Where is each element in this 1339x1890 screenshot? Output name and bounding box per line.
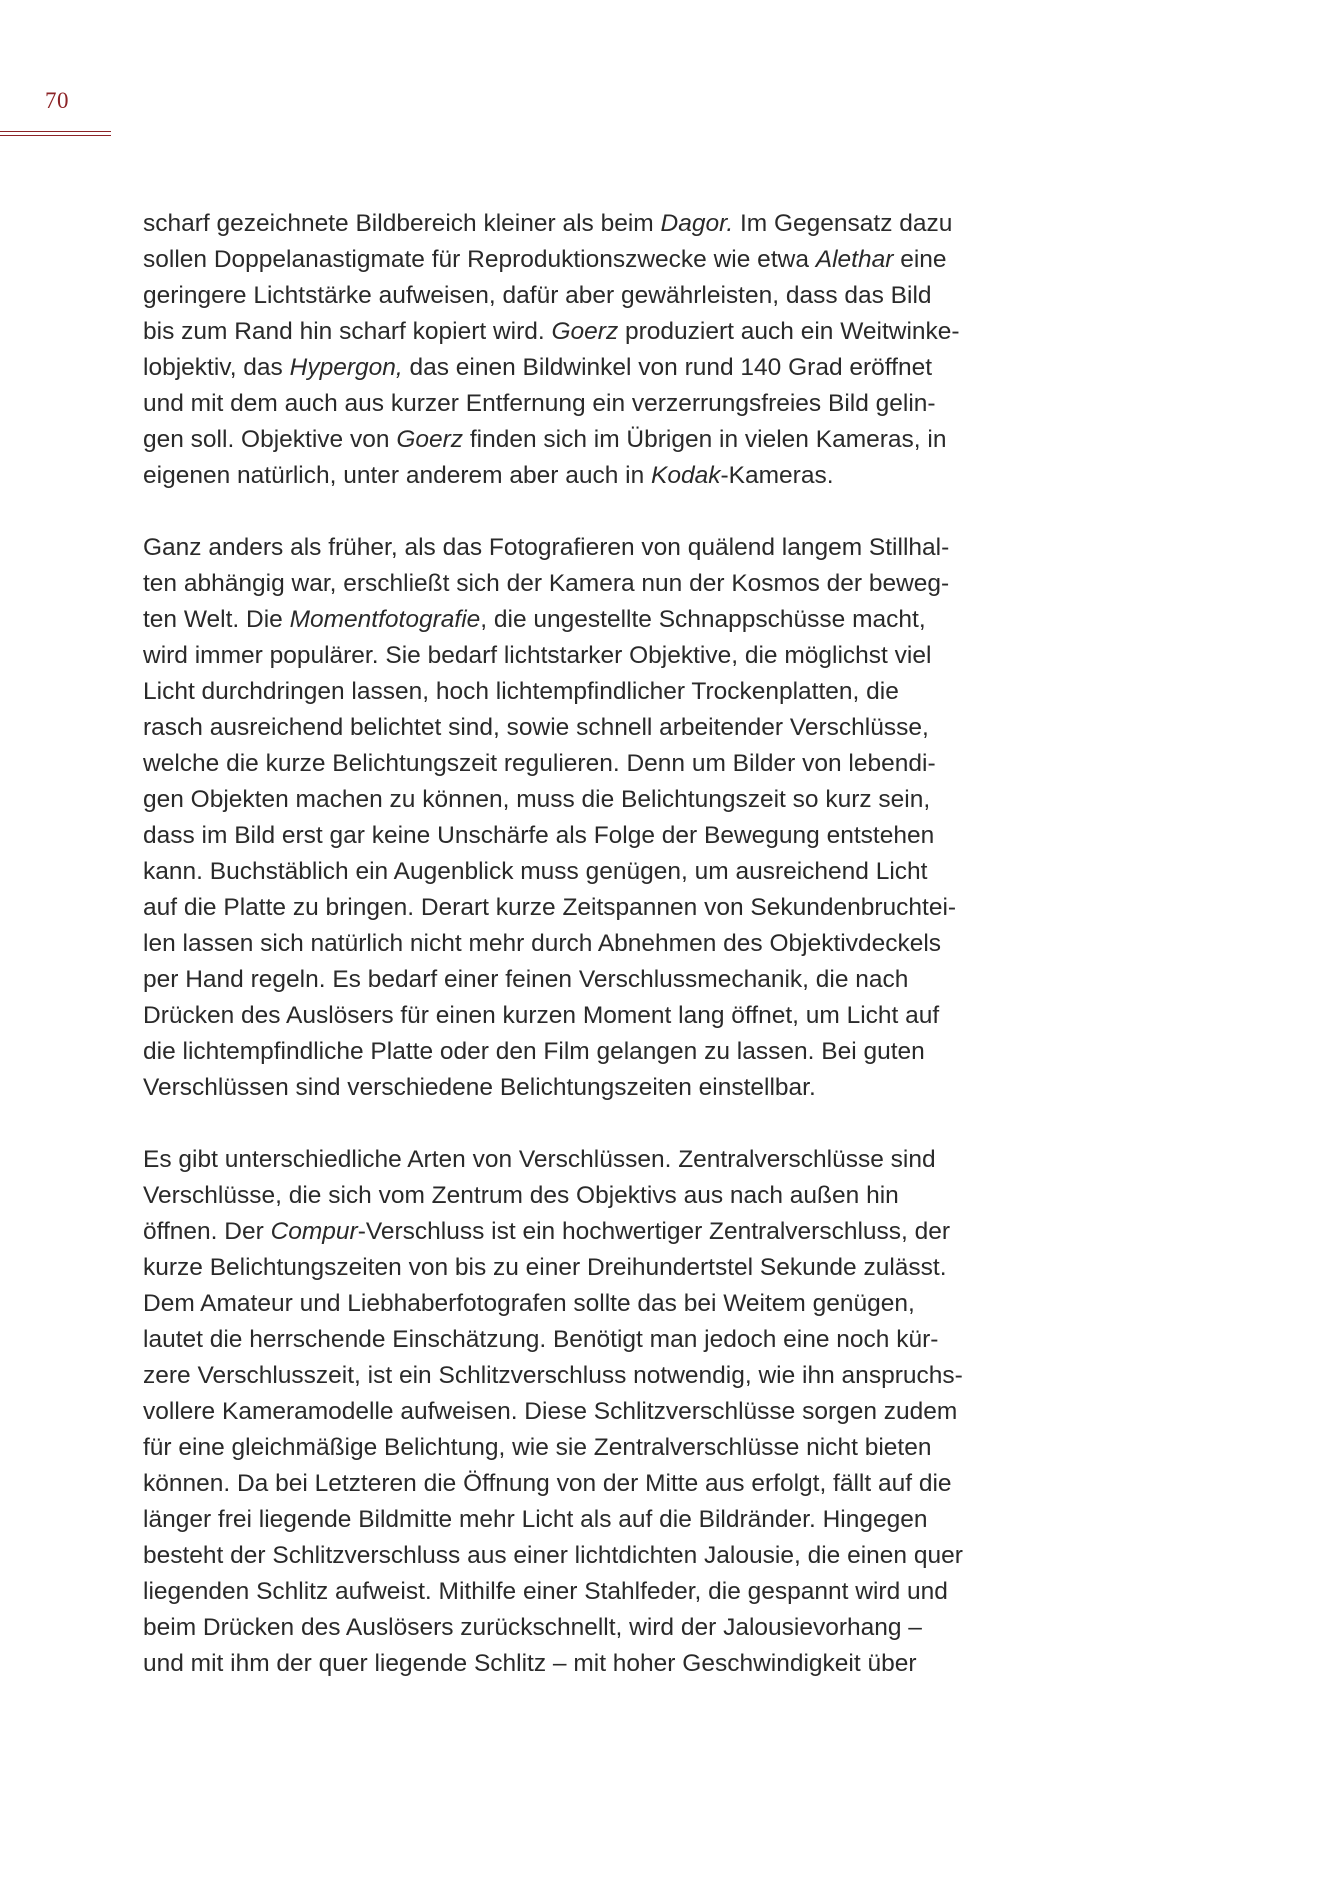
text-segment: die lichtempfindliche Platte oder den Film gelangen zu lassen. Bei guten	[143, 1038, 925, 1065]
text-segment: Verschlüsse, die sich vom Zentrum des Objektivs aus nach außen hin	[143, 1182, 899, 1209]
text-segment: -Verschluss ist ein hochwertiger Zentralverschluss, der	[357, 1218, 951, 1245]
text-segment: len lassen sich natürlich nicht mehr durch Abnehmen des Objektivdeckels	[143, 930, 942, 957]
text-line	[143, 1610, 1043, 1646]
text-segment: Im Gegensatz dazu	[733, 210, 953, 237]
text-line	[143, 350, 1043, 386]
text-segment: Ganz anders als früher, als das Fotografieren von quälend langem Stillhal-	[143, 534, 950, 561]
text-segment: beim Drücken des Auslösers zurückschnellt, wird der Jalousievorhang –	[143, 1614, 922, 1641]
text-segment: sollen Doppelanastigmate für Reproduktionszwecke wie etwa	[143, 246, 816, 273]
text-segment: lautet die herrschende Einschätzung. Benötigt man jedoch eine noch kür-	[143, 1326, 939, 1353]
text-line	[143, 602, 1043, 638]
text-segment: kurze Belichtungszeiten von bis zu einer Dreihundertstel Sekunde zulässt.	[143, 1254, 947, 1281]
text-segment: eigenen natürlich, unter anderem aber auch in	[143, 462, 652, 489]
text-segment: und mit ihm der quer liegende Schlitz – mit hoher Geschwindigkeit über	[143, 1650, 917, 1677]
header-rule-bottom	[0, 135, 111, 136]
text-segment: lobjektiv, das	[143, 354, 290, 381]
text-line	[143, 746, 1043, 782]
text-segment: finden sich im Übrigen in vielen Kameras, in	[463, 426, 947, 453]
paragraph	[143, 1142, 1043, 1682]
text-line	[143, 458, 1043, 494]
text-segment: Drücken des Auslösers für einen kurzen Moment lang öffnet, um Licht auf	[143, 1002, 940, 1029]
italic-term: Goerz	[551, 318, 619, 345]
text-line	[143, 314, 1043, 350]
text-segment: welche die kurze Belichtungszeit regulieren. Denn um Bilder von lebendi-	[143, 750, 936, 777]
italic-term: Kodak	[651, 462, 721, 489]
text-segment: bis zum Rand hin scharf kopiert wird.	[143, 318, 552, 345]
text-line	[143, 1502, 1043, 1538]
text-line	[143, 1538, 1043, 1574]
text-line	[143, 1646, 1043, 1682]
text-segment: können. Da bei Letzteren die Öffnung von der Mitte aus erfolgt, fällt auf die	[143, 1470, 952, 1497]
text-segment: Dem Amateur und Liebhaberfotografen sollte das bei Weitem genügen,	[143, 1290, 915, 1317]
paragraph	[143, 206, 1043, 494]
text-segment: und mit dem auch aus kurzer Entfernung ein verzerrungsfreies Bild gelin-	[143, 390, 936, 417]
text-line	[143, 1286, 1043, 1322]
text-segment: vollere Kameramodelle aufweisen. Diese Schlitzverschlüsse sorgen zudem	[143, 1398, 958, 1425]
text-line	[143, 818, 1043, 854]
text-segment: ten Welt. Die	[143, 606, 290, 633]
text-segment: liegenden Schlitz aufweist. Mithilfe einer Stahlfeder, die gespannt wird und	[143, 1578, 948, 1605]
text-line	[143, 962, 1043, 998]
text-line	[143, 206, 1043, 242]
italic-term: Goerz	[396, 426, 464, 453]
paragraph-gap	[143, 494, 1043, 530]
text-line	[143, 710, 1043, 746]
paragraph	[143, 530, 1043, 1106]
text-line	[143, 854, 1043, 890]
text-segment: geringere Lichtstärke aufweisen, dafür aber gewährleisten, dass das Bild	[143, 282, 932, 309]
text-segment: Licht durchdringen lassen, hoch lichtempfindlicher Trockenplatten, die	[143, 678, 899, 705]
text-line	[143, 674, 1043, 710]
text-line	[143, 530, 1043, 566]
text-segment: per Hand regeln. Es bedarf einer feinen Verschlussmechanik, die nach	[143, 966, 909, 993]
text-line	[143, 1322, 1043, 1358]
header-rule-top	[0, 131, 111, 132]
body-text	[143, 206, 1043, 1682]
text-segment: -Kameras.	[720, 462, 834, 489]
text-line	[143, 1070, 1043, 1106]
italic-term: Alethar	[815, 246, 894, 273]
text-segment: auf die Platte zu bringen. Derart kurze Zeitspannen von Sekundenbruchtei-	[143, 894, 957, 921]
text-segment: gen Objekten machen zu können, muss die Belichtungszeit so kurz sein,	[143, 786, 931, 813]
text-segment: Es gibt unterschiedliche Arten von Verschlüssen. Zentralverschlüsse sind	[143, 1146, 936, 1173]
text-line	[143, 782, 1043, 818]
text-line	[143, 890, 1043, 926]
text-segment: kann. Buchstäblich ein Augenblick muss genügen, um ausreichend Licht	[143, 858, 928, 885]
text-line	[143, 998, 1043, 1034]
text-segment: dass im Bild erst gar keine Unschärfe als Folge der Bewegung entstehen	[143, 822, 935, 849]
text-line	[143, 926, 1043, 962]
text-segment: gen soll. Objektive von	[143, 426, 397, 453]
text-line	[143, 1034, 1043, 1070]
text-segment: produziert auch ein Weitwinke-	[618, 318, 960, 345]
text-line	[143, 638, 1043, 674]
text-line	[143, 1214, 1043, 1250]
italic-term: Compur	[270, 1218, 358, 1245]
text-segment: zere Verschlusszeit, ist ein Schlitzverschluss notwendig, wie ihn anspruchs-	[143, 1362, 963, 1389]
text-segment: Verschlüssen sind verschiedene Belichtungszeiten einstellbar.	[143, 1074, 816, 1101]
text-segment: eine	[893, 246, 947, 273]
italic-term: Dagor.	[660, 210, 734, 237]
text-line	[143, 1178, 1043, 1214]
text-segment: , die ungestellte Schnappschüsse macht,	[480, 606, 926, 633]
page-number: 70	[45, 88, 69, 113]
text-line	[143, 1358, 1043, 1394]
text-line	[143, 1430, 1043, 1466]
text-segment: ten abhängig war, erschließt sich der Kamera nun der Kosmos der beweg-	[143, 570, 950, 597]
text-line	[143, 278, 1043, 314]
text-line	[143, 1394, 1043, 1430]
text-segment: rasch ausreichend belichtet sind, sowie schnell arbeitender Verschlüsse,	[143, 714, 929, 741]
text-segment: scharf gezeichnete Bildbereich kleiner als beim	[143, 210, 661, 237]
text-line	[143, 1142, 1043, 1178]
text-segment: länger frei liegende Bildmitte mehr Licht als auf die Bildränder. Hingegen	[143, 1506, 928, 1533]
text-line	[143, 422, 1043, 458]
italic-term: Momentfotografie	[289, 606, 481, 633]
text-segment: das einen Bildwinkel von rund 140 Grad eröffnet	[402, 354, 933, 381]
text-segment: öffnen. Der	[143, 1218, 271, 1245]
text-line	[143, 566, 1043, 602]
text-line	[143, 1250, 1043, 1286]
text-line	[143, 242, 1043, 278]
text-segment: für eine gleichmäßige Belichtung, wie sie Zentralverschlüsse nicht bieten	[143, 1434, 932, 1461]
text-segment: wird immer populärer. Sie bedarf lichtstarker Objektive, die möglichst viel	[143, 642, 932, 669]
text-line	[143, 1466, 1043, 1502]
text-segment: besteht der Schlitzverschluss aus einer lichtdichten Jalousie, die einen quer	[143, 1542, 963, 1569]
paragraph-gap	[143, 1106, 1043, 1142]
italic-term: Hypergon,	[289, 354, 403, 381]
text-line	[143, 1574, 1043, 1610]
text-line	[143, 386, 1043, 422]
